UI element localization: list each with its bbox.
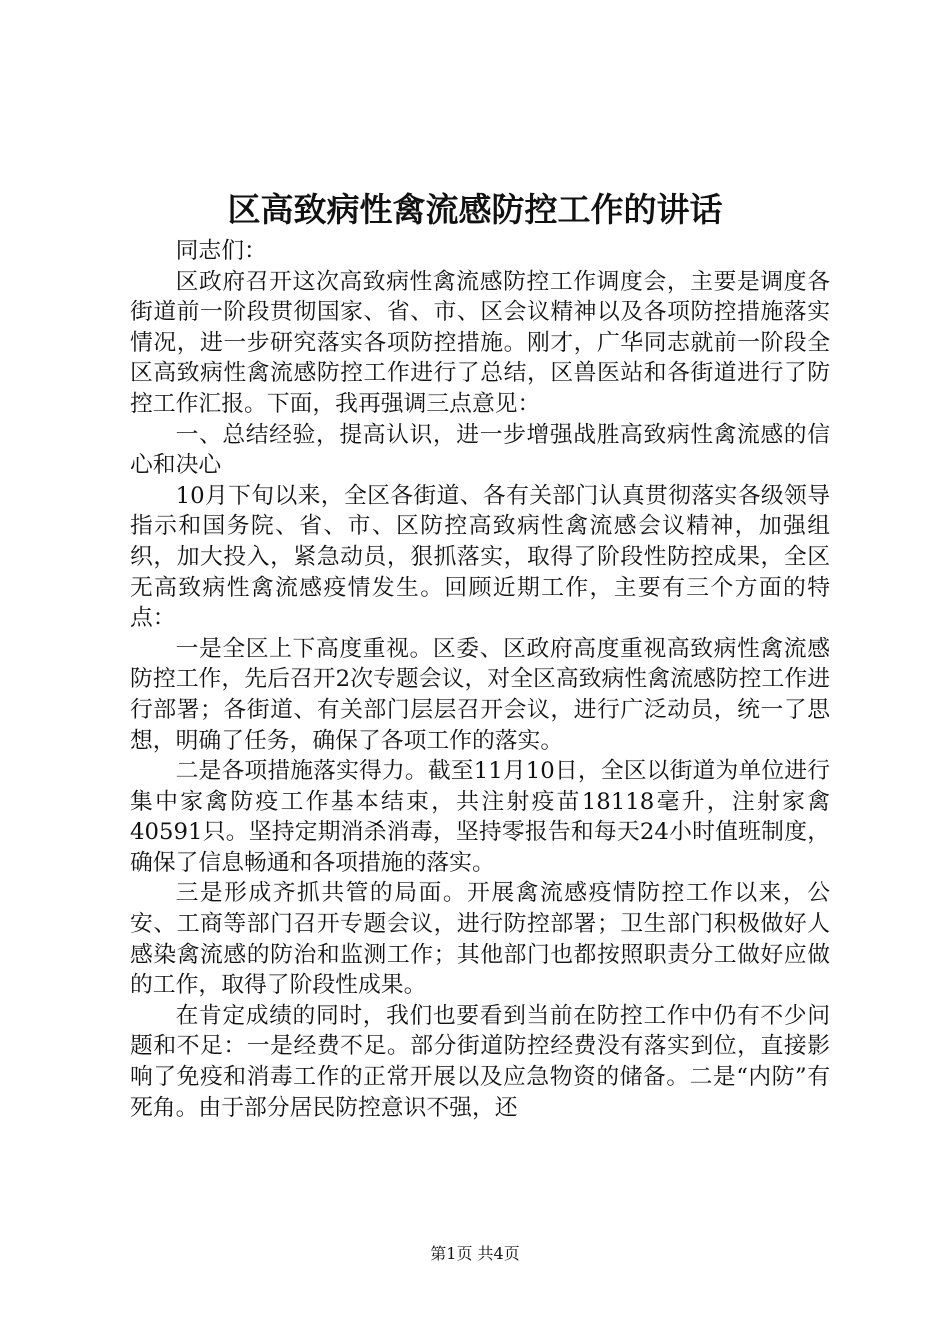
section-heading-1: 一、总结经验，提高认识，进一步增强战胜高致病性禽流感的信心和决心 bbox=[130, 421, 830, 479]
body-paragraph: 一是全区上下高度重视。区委、区政府高度重视高致病性禽流感防控工作，先后召开2次专题会议，对全区高致病性禽流感防控工作进行部署；各街道、有关部门层层召开会议，进行广泛动员，统一了思想，明确了任务，确保了各项工作的落实。 bbox=[130, 635, 830, 754]
document-body bbox=[130, 236, 830, 1123]
body-paragraph: 在肯定成绩的同时，我们也要看到当前在防控工作中仍有不少问题和不足：一是经费不足。部分街道防控经费没有落实到位，直接影响了免疫和消毒工作的正常开展以及应急物资的储备。二是“内防”有死角。由于部分居民防控意识不强，还 bbox=[130, 1002, 830, 1121]
intro-paragraph: 区政府召开这次高致病性禽流感防控工作调度会，主要是调度各街道前一阶段贯彻国家、省、市、区会议精神以及各项防控措施落实情况，进一步研究落实各项防控措施。刚才，广华同志就前一阶段全区高致病性禽流感防控工作进行了总结，区兽医站和各街道进行了防控工作汇报。下面，我再强调三点意见： bbox=[130, 268, 830, 417]
body-paragraph: 10月下旬以来，全区各街道、各有关部门认真贯彻落实各级领导指示和国务院、省、市、区防控高致病性禽流感会议精神，加强组织，加大投入，紧急动员，狠抓落实，取得了阶段性防控成果，全区无高致病性禽流感疫情发生。回顾近期工作，主要有三个方面的特点： bbox=[130, 482, 830, 632]
page-number-footer: 第1页 共4页 bbox=[430, 1244, 520, 1263]
body-paragraph: 二是各项措施落实得力。截至11月10日，全区以街道为单位进行集中家禽防疫工作基本结束，共注射疫苗18118毫升，注射家禽40591只。坚持定期消杀消毒，坚持零报告和每天24小时值班制度，确保了信息畅通和各项措施的落实。 bbox=[130, 758, 830, 876]
document-title: 区高致病性禽流感防控工作的讲话 bbox=[227, 190, 723, 229]
salutation-paragraph: 同志们： bbox=[175, 238, 267, 264]
body-paragraph: 三是形成齐抓共管的局面。开展禽流感疫情防控工作以来，公安、工商等部门召开专题会议，进行防控部署；卫生部门积极做好人感染禽流感的防治和监测工作；其他部门也都按照职责分工做好应做的工作，取得了阶段性成果。 bbox=[130, 880, 830, 999]
